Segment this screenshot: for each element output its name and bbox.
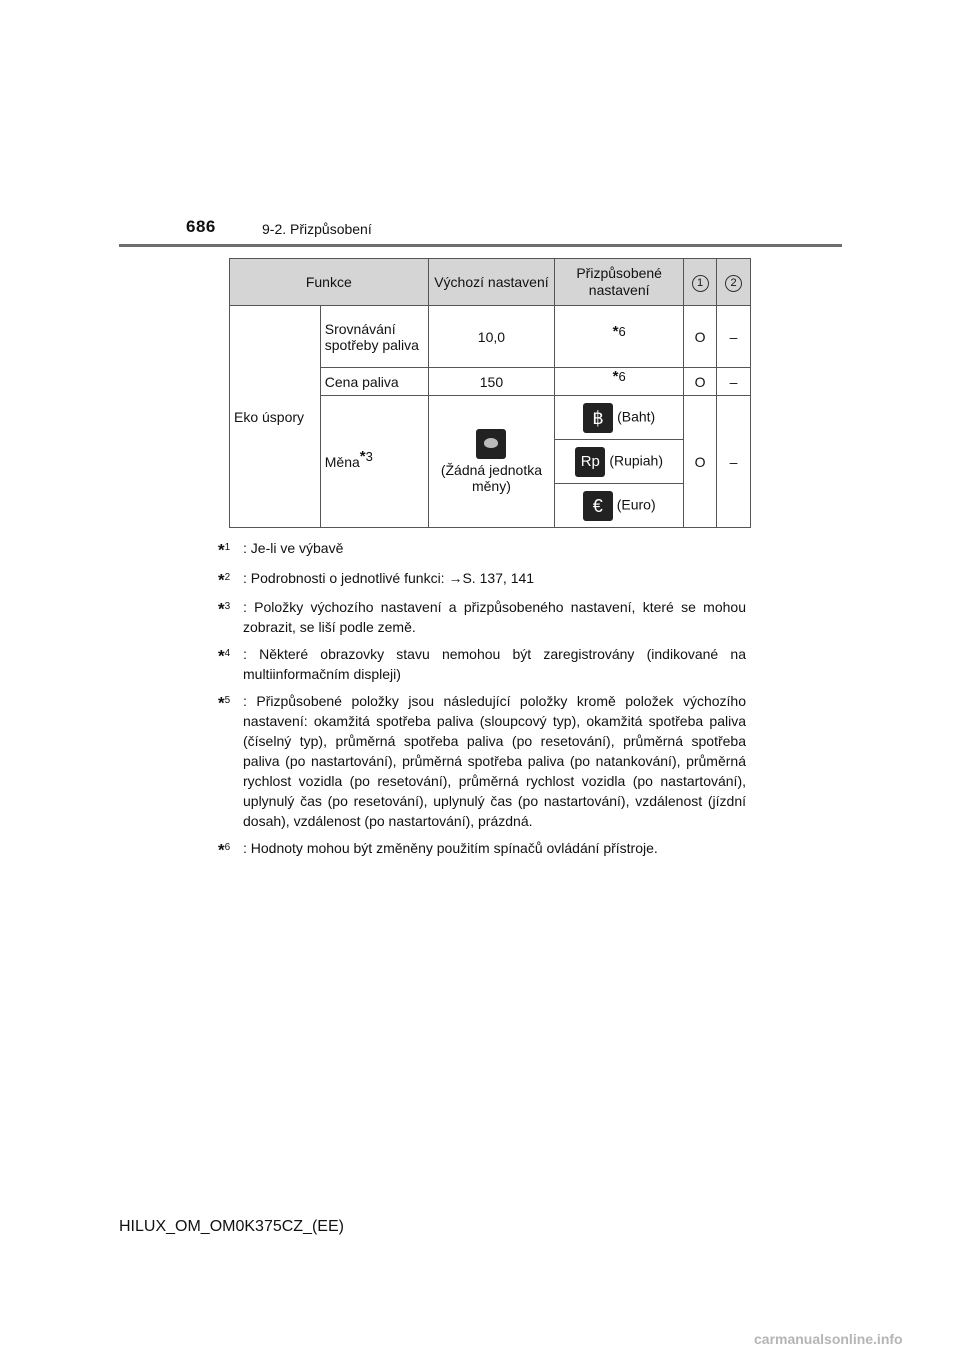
group-cell: Eko úspory (230, 306, 321, 528)
footnote-number: 4 (224, 648, 231, 660)
footnote-ref: 3 (365, 448, 373, 464)
footnote-text: : Podrobnosti o jednotlivé funkci: →S. 137, 141 (243, 569, 535, 586)
footnote-text: : Hodnoty mohou být změněny použitím spínačů ovládání přístroje. (243, 840, 658, 857)
currency-option-label: (Euro) (616, 496, 656, 513)
baht-icon: ฿ (583, 403, 613, 433)
footnote: *$^4$ : Některé obrazovky stavu nemohou být zaregistrovány (indikované na multiinformačním displeji) (218, 646, 746, 683)
footnote-ref: 6 (618, 323, 626, 339)
default-value (428, 396, 555, 528)
col1-value: O (684, 306, 717, 368)
currency-option-euro (555, 484, 684, 528)
page-number: 686 (186, 217, 216, 236)
section-title: 9-2. Přizpůsobení (262, 221, 372, 237)
header-divider (119, 244, 842, 247)
header-custom: Přizpůsobené nastavení (555, 259, 684, 306)
footnote-text: : Položky výchozího nastavení a přizpůsobeného nastavení, které se mohou zobrazit, se liší podle země. (243, 599, 746, 636)
col1-value: O (684, 396, 717, 528)
footnote-text: : Některé obrazovky stavu nemohou být zaregistrovány (indikované na multiinformačním displeji) (243, 646, 746, 683)
header-col1 (684, 259, 717, 306)
custom-value: *6 (555, 368, 684, 396)
table-header-row (230, 259, 751, 306)
footnote-text: : Je-li ve výbavě (243, 540, 344, 556)
footnote-number: 2 (224, 571, 231, 583)
footnote-number: 5 (224, 695, 231, 707)
function-name: Měna*3 (320, 396, 428, 528)
default-value: 10,0 (428, 306, 555, 368)
watermark: carmanualsonline.info (754, 1331, 903, 1347)
footnote-number: 1 (224, 542, 231, 553)
default-value: 150 (428, 368, 555, 396)
currency-option-rupiah (555, 440, 684, 484)
footnote-number: 3 (224, 601, 231, 613)
no-currency-icon (476, 429, 506, 459)
header-function: Funkce (230, 259, 429, 306)
euro-icon: € (583, 491, 613, 521)
circled-number-1: 1 (692, 275, 709, 292)
col2-value: – (717, 368, 751, 396)
col2-value: – (717, 396, 751, 528)
footnote-ref: 6 (618, 368, 626, 384)
footnote: *$^5$ : Přizpůsobené položky jsou následující položky kromě položek výchozího nastavení: okamžitá spotřeba paliva (sloupcový typ), okamžitá spotřeba paliva (číselný typ), průměrná spotřeba paliva (po resetování), průměrná spotřeba paliva (po nastartování), průměrná spotřeba paliva (po natankování), průměrná rychlost vozidla (po resetování), průměrná rychlost vozidla (po nastartování), uplynulý čas (po resetování), uplynulý čas (po nastartování), vzdálenost (jízdní dosah), vzdálenost (po nastartování), prázdná. (218, 693, 746, 830)
rupiah-icon: Rp (575, 447, 605, 477)
footnote-number: 6 (224, 842, 231, 854)
header-default: Výchozí nastavení (428, 259, 555, 306)
footnote: *$^2$ : Podrobnosti o jednotlivé funkci: →S. 137, 141 (218, 568, 746, 591)
footnotes (218, 538, 746, 868)
footnote: *$^1$ : Je-li ve výbavě (218, 538, 746, 561)
custom-value: *6 (555, 306, 684, 368)
currency-label: Měna (324, 453, 360, 470)
header-col2 (717, 259, 751, 306)
table-row (230, 306, 751, 368)
currency-option-label: (Rupiah) (609, 452, 664, 469)
col1-value: O (684, 368, 717, 396)
col2-value: – (717, 306, 751, 368)
footnote: *$^3$ : Položky výchozího nastavení a přizpůsobeného nastavení, které se mohou zobrazit, se liší podle země. (218, 599, 746, 636)
document-code: HILUX_OM_OM0K375CZ_(EE) (119, 1218, 344, 1235)
default-currency-label: (Žádná jednotka měny) (440, 462, 543, 494)
function-name: Srovnávání spotřeby paliva (320, 306, 428, 368)
settings-table (229, 258, 751, 528)
footnote-text: : Přizpůsobené položky jsou následující položky kromě položek výchozího nastavení: okamžitá spotřeba paliva (sloupcový typ), okamžitá spotřeba paliva (číselný typ), průměrná spotřeba paliva (po resetování), průměrná spotřeba paliva (po nastartování), průměrná spotřeba paliva (po natankování), průměrná rychlost vozidla (po resetování), průměrná rychlost vozidla (po nastartování), uplynulý čas (po resetování), uplynulý čas (po nastartování), vzdálenost (jízdní dosah), vzdálenost (po nastartování), prázdná. (243, 693, 746, 830)
footnote: *$^6$ : Hodnoty mohou být změněny použitím spínačů ovládání přístroje. (218, 838, 746, 861)
currency-option-label: (Baht) (617, 408, 656, 425)
currency-option-baht (555, 396, 684, 440)
function-name: Cena paliva (320, 368, 428, 396)
circled-number-2: 2 (725, 275, 742, 292)
